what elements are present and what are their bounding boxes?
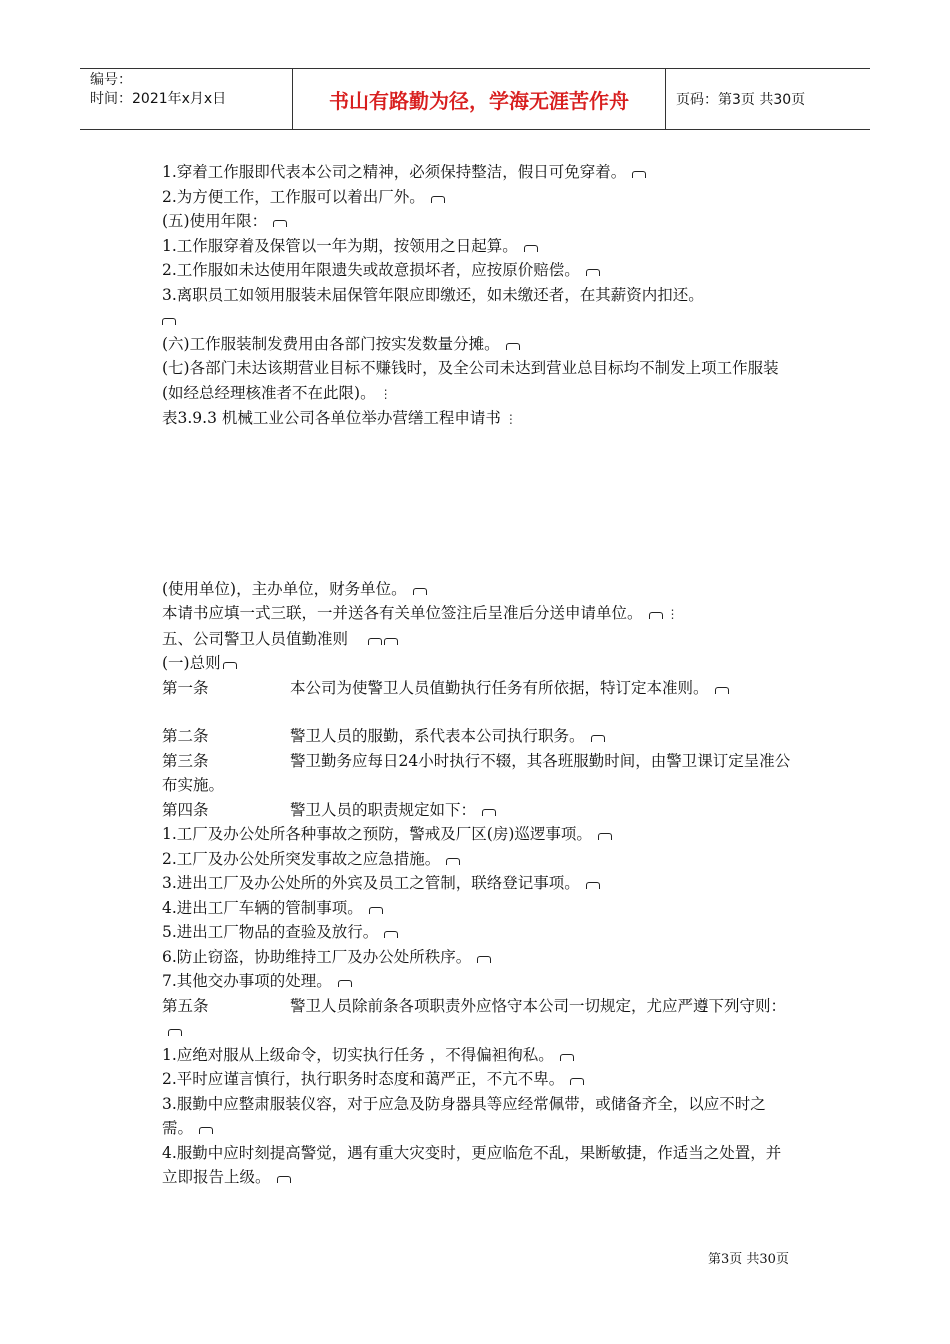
text: 警卫人员的职责规定如下：: [290, 800, 477, 819]
text: 1.应绝对服从上级命令，切实执行任务 ，不得偏袒徇私。: [162, 1045, 554, 1064]
paragraph-mark-icon: [591, 735, 605, 742]
header-page-info: 页码：第3页 共30页: [676, 92, 806, 108]
paragraph: [162, 160, 792, 185]
page-header: [80, 68, 870, 130]
text: 5.进出工厂物品的查验及放行。: [162, 923, 379, 941]
text: (使用单位)，主办单位，财务单位。: [162, 579, 407, 598]
text: 表3.9.3 机械工业公司各单位举办营缮工程申请书: [162, 409, 501, 427]
paragraph-mark-icon: [223, 662, 237, 669]
article: [162, 676, 792, 701]
article-label: 第一条: [162, 678, 209, 697]
paragraph: [162, 258, 792, 283]
paragraph: [162, 332, 792, 357]
text: (六)工作服装制发费用由各部门按实发数量分摊。: [162, 334, 500, 353]
number-label: 编号：: [90, 72, 132, 88]
subsection-heading: [162, 651, 792, 676]
paragraph-mark-icon: [369, 907, 383, 914]
anchor-icon: ⋮: [504, 412, 517, 426]
article-label: 第三条: [162, 751, 209, 770]
text: 3.服勤中应整肃服装仪容，对于应急及防身器具等应经常佩带，或储备齐全，以应不时之需。: [162, 1094, 766, 1137]
paragraph-mark-icon: [649, 612, 663, 619]
text: 1.工厂及办公处所各种事故之预防，警戒及厂区(房)巡逻事项。: [162, 825, 592, 843]
text: 本请书应填一式三联，一并送各有关单位签注后呈准后分送申请单位。: [162, 604, 643, 622]
text: 警卫人员的服勤，系代表本公司执行职务。: [290, 727, 585, 745]
text: 1.穿着工作服即代表本公司之精神，必须保持整洁，假日可免穿着。: [162, 163, 627, 181]
paragraph-mark-icon: [368, 638, 382, 645]
paragraph: [162, 307, 792, 332]
text: 警卫人员除前条各项职责外应恪守本公司一切规定，尤应严遵下列守则：: [290, 996, 787, 1015]
paragraph-mark-icon: [338, 980, 352, 987]
list-item: [162, 822, 792, 847]
paragraph-mark-icon: [162, 318, 176, 325]
paragraph-mark-icon: [384, 638, 398, 645]
paragraph-mark-icon: [482, 809, 496, 816]
anchor-icon: ⋮: [379, 386, 392, 401]
text: 1.工作服穿着及保管以一年为期，按领用之日起算。: [162, 236, 518, 255]
list-item: [162, 1092, 792, 1141]
paragraph-mark-icon: [168, 1029, 182, 1036]
page-footer: 第3页 共30页: [708, 1252, 789, 1267]
paragraph: [162, 283, 792, 308]
paragraph-mark-icon: [524, 245, 538, 252]
text: (五)使用年限：: [162, 212, 268, 230]
text: 4.服勤中应时刻提高警觉，遇有重大灾变时，更应临危不乱，果断敏捷，作适当之处置，并立即报告上级。: [162, 1143, 782, 1186]
text: 2.工作服如未达使用年限遗失或故意损坏者，应按原价赔偿。: [162, 261, 580, 279]
paragraph-mark-icon: [506, 343, 520, 350]
paragraph-mark-icon: [273, 220, 287, 227]
text: 五、公司警卫人员值勤准则: [162, 629, 349, 648]
list-item: [162, 920, 792, 945]
text: 2.工厂及办公处所突发事故之应急措施。: [162, 849, 441, 868]
article-label: 第五条: [162, 996, 209, 1015]
paragraph-mark-icon: [277, 1176, 291, 1183]
paragraph: [162, 356, 792, 406]
header-meta: [80, 69, 293, 129]
list-item: [162, 1141, 792, 1190]
text: 4.进出工厂车辆的管制事项。: [162, 898, 363, 917]
paragraph: [162, 601, 792, 627]
text: 本公司为使警卫人员值勤执行任务有所依据，特订定本准则。: [290, 678, 709, 697]
paragraph-mark-icon: [431, 196, 445, 203]
paragraph-mark-icon: [384, 931, 398, 938]
document-body: [162, 160, 792, 1190]
section-heading: [162, 627, 792, 652]
text: (一)总则: [162, 654, 221, 672]
list-item: [162, 945, 792, 970]
paragraph-mark-icon: [715, 687, 729, 694]
article-label: 第四条: [162, 800, 209, 819]
list-item: [162, 871, 792, 896]
paragraph: [162, 185, 792, 210]
paragraph-mark-icon: [477, 956, 491, 963]
time-label: 时间：2021年x月x日: [90, 91, 227, 107]
blank-table-area: [162, 432, 792, 577]
paragraph-mark-icon: [598, 833, 612, 840]
paragraph: [162, 209, 792, 234]
article: [162, 749, 792, 798]
list-item: [162, 969, 792, 994]
paragraph: [162, 577, 792, 602]
article: [162, 994, 792, 1043]
paragraph-mark-icon: [199, 1127, 213, 1134]
text: 7.其他交办事项的处理。: [162, 972, 332, 990]
table-caption: [162, 406, 792, 432]
paragraph-mark-icon: [413, 588, 427, 595]
anchor-icon: ⋮: [666, 607, 679, 621]
article: [162, 724, 792, 749]
text: 3.离职员工如领用服装未届保管年限应即缴还，如未缴还者，在其薪资内扣还。: [162, 285, 704, 304]
text: 2.平时应谨言慎行，执行职务时态度和蔼严正，不亢不卑。: [162, 1070, 565, 1088]
text: (七)各部门未达该期营业目标不赚钱时，及全公司未达到营业总目标均不制发上项工作服装(如经总经理核准者不在此限)。: [162, 359, 779, 402]
paragraph-mark-icon: [570, 1078, 584, 1085]
paragraph-mark-icon: [632, 171, 646, 178]
text: 3.进出工厂及办公处所的外宾及员工之管制，联络登记事项。: [162, 874, 580, 892]
text: 2.为方便工作，工作服可以着出厂外。: [162, 187, 425, 206]
article-label: 第二条: [162, 727, 209, 745]
list-item: [162, 1043, 792, 1068]
paragraph-mark-icon: [560, 1054, 574, 1061]
article: [162, 798, 792, 823]
paragraph: [162, 234, 792, 259]
header-motto: 书山有路勤为径，学海无涯苦作舟: [293, 69, 666, 129]
paragraph-mark-icon: [586, 882, 600, 889]
paragraph-mark-icon: [446, 858, 460, 865]
list-item: [162, 847, 792, 872]
text: 6.防止窃盗，协助维持工厂及办公处所秩序。: [162, 947, 472, 966]
paragraph-mark-icon: [586, 269, 600, 276]
list-item: [162, 896, 792, 921]
text: 警卫勤务应每日24小时执行不辍，其各班服勤时间，由警卫课订定呈准公布实施。: [162, 751, 791, 794]
list-item: [162, 1067, 792, 1092]
